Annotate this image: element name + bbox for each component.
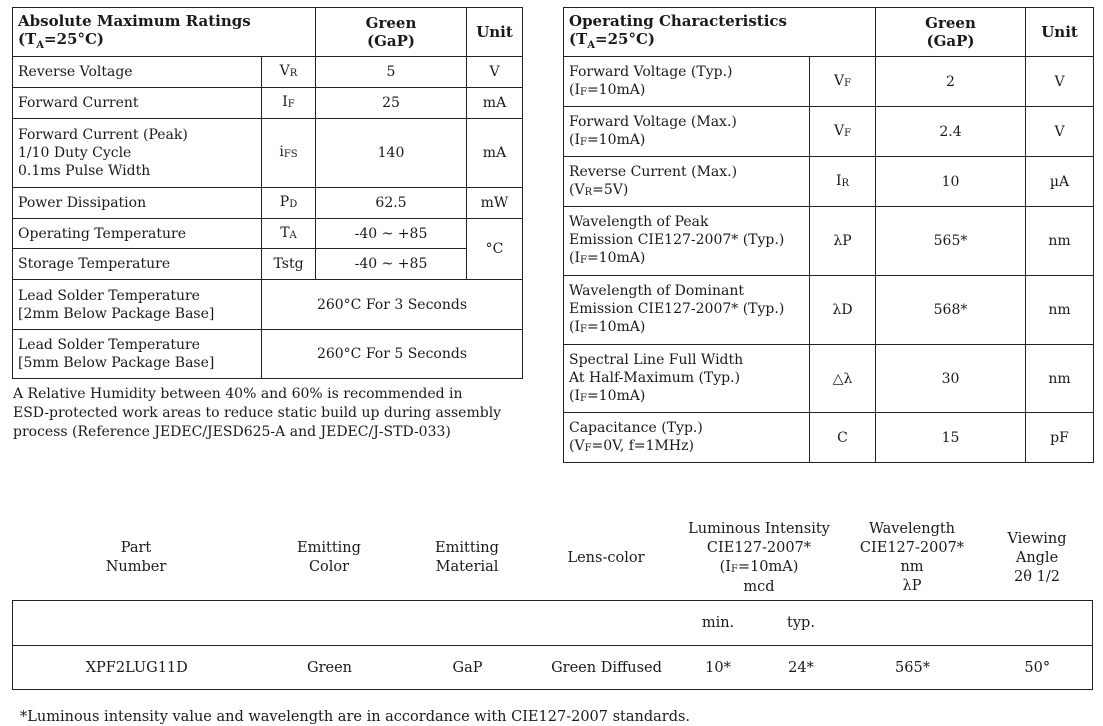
col-emitting-material: Emitting Material <box>435 540 499 575</box>
param: Lead Solder Temperature [5mm Below Package Base] <box>13 330 262 379</box>
intensity-min: 10* <box>705 659 731 676</box>
param: Operating Temperature <box>13 219 262 249</box>
value: 5 <box>316 57 467 88</box>
symbol: $V_F$ <box>810 107 876 157</box>
value: -40 ~ +85 <box>316 219 467 249</box>
op-condition: $(T_A=25^\circ C)$ <box>569 30 656 51</box>
unit: °C <box>467 219 523 280</box>
symbol: λP <box>810 207 876 276</box>
value: -40 ~ +85 <box>316 249 467 280</box>
value: 10 <box>876 157 1026 207</box>
symbol: $P_D$ <box>262 188 316 219</box>
unit: V <box>1026 107 1094 157</box>
abs-header <box>13 8 316 57</box>
unit: mA <box>467 88 523 119</box>
table-row <box>13 219 523 249</box>
col-viewing-angle: Viewing Angle 2θ 1/2 <box>1007 530 1067 585</box>
abs-condition: $(T_A=25^\circ C)$ <box>18 30 105 51</box>
value: 565* <box>876 207 1026 276</box>
unit: nm <box>1026 345 1094 413</box>
param: Power Dissipation <box>13 188 262 219</box>
op-title: Operating Characteristics <box>569 12 788 30</box>
table-row <box>13 88 523 119</box>
emitting-color: Green <box>306 659 352 676</box>
symbol: C <box>810 413 876 463</box>
value: 30 <box>876 345 1026 413</box>
intensity-typ: 24* <box>788 659 814 676</box>
param: Wavelength of Peak Emission CIE127-2007* (Typ.) $(I_F=10mA)$ <box>564 207 810 276</box>
unit: V <box>1026 57 1094 107</box>
sub-min: min. <box>701 615 735 631</box>
part-number: XPF2LUG11D <box>85 659 188 676</box>
table-row <box>13 646 1093 690</box>
symbol: $V_R$ <box>262 57 316 88</box>
unit: µA <box>1026 157 1094 207</box>
value: 2 <box>876 57 1026 107</box>
unit: nm <box>1026 276 1094 345</box>
symbol: Tstg <box>262 249 316 280</box>
param: Forward Voltage (Max.) $(I_F=10mA)$ <box>564 107 810 157</box>
selection-guide-header <box>12 518 1092 598</box>
footnote: *Luminous intensity value and wavelength are in accordance with CIE127-2007 standards. <box>20 709 691 725</box>
param: Reverse Current (Max.) $(V_R=5V)$ <box>564 157 810 207</box>
param: Forward Voltage (Typ.) $(I_F=10mA)$ <box>564 57 810 107</box>
table-row <box>564 57 1094 107</box>
param: Storage Temperature <box>13 249 262 280</box>
unit: nm <box>1026 207 1094 276</box>
table-row <box>13 119 523 188</box>
param: Lead Solder Temperature [2mm Below Package Base] <box>13 280 262 330</box>
unit: V <box>467 57 523 88</box>
subheader-row <box>13 601 1093 646</box>
value: 62.5 <box>316 188 467 219</box>
table-row <box>13 330 523 379</box>
abs-title: Absolute Maximum Ratings <box>18 12 251 30</box>
table-row <box>13 57 523 88</box>
op-col-unit: Unit <box>1026 8 1094 57</box>
value: 260°C For 5 Seconds <box>262 330 523 379</box>
symbol: $I_F$ <box>262 88 316 119</box>
symbol: $V_F$ <box>810 57 876 107</box>
unit: pF <box>1026 413 1094 463</box>
param: Wavelength of Dominant Emission CIE127-2007* (Typ.) $(I_F=10mA)$ <box>564 276 810 345</box>
value: 25 <box>316 88 467 119</box>
value: 568* <box>876 276 1026 345</box>
table-row <box>564 157 1094 207</box>
lens-color: Green Diffused <box>551 659 662 676</box>
param: Forward Current <box>13 88 262 119</box>
operating-characteristics-table <box>563 7 1094 463</box>
selection-guide-table <box>12 600 1093 690</box>
col-lens-color: Lens-color <box>567 549 645 566</box>
table-row <box>13 280 523 330</box>
col-wavelength: Wavelength CIE127-2007* nm λP <box>859 521 965 594</box>
unit: mA <box>467 119 523 188</box>
symbol: $i_{FS}$ <box>262 119 316 188</box>
col-part-number: Part Number <box>105 540 167 575</box>
value: 140 <box>316 119 467 188</box>
param: Forward Current (Peak) 1/10 Duty Cycle 0.1ms Pulse Width <box>13 119 262 188</box>
param: Spectral Line Full Width At Half-Maximum (Typ.) $(I_F=10mA)$ <box>564 345 810 413</box>
abs-col-unit: Unit <box>467 8 523 57</box>
absolute-max-ratings-table <box>12 7 523 379</box>
emitting-material: GaP <box>452 659 483 676</box>
table-row <box>564 276 1094 345</box>
abs-col-green: Green (GaP) <box>316 8 467 57</box>
symbol: λD <box>810 276 876 345</box>
symbol: $T_A$ <box>262 219 316 249</box>
table-row <box>13 188 523 219</box>
sub-typ: typ. <box>787 615 815 631</box>
param: Capacitance (Typ.) ($V_F=0V$, f=1MHz) <box>564 413 810 463</box>
op-col-green: Green (GaP) <box>876 8 1026 57</box>
unit: mW <box>467 188 523 219</box>
param: Reverse Voltage <box>13 57 262 88</box>
viewing-angle-value: 50° <box>1024 659 1051 676</box>
value: 15 <box>876 413 1026 463</box>
value: 260°C For 3 Seconds <box>262 280 523 330</box>
table-row <box>564 345 1094 413</box>
op-header <box>564 8 876 57</box>
humidity-note: A Relative Humidity between 40% and 60% is recommended in ESD-protected work areas to reduce static build up during assembly process (Reference JEDEC/JESD625-A and JEDEC/J-STD-033) <box>13 386 502 440</box>
symbol: $I_R$ <box>810 157 876 207</box>
table-row <box>564 413 1094 463</box>
table-row <box>564 107 1094 157</box>
table-row <box>564 207 1094 276</box>
col-luminous-intensity: Luminous Intensity CIE127-2007* $(I_F=10mA)$ mcd <box>688 520 830 595</box>
col-emitting-color: Emitting Color <box>297 540 361 575</box>
wavelength-value: 565* <box>895 659 930 676</box>
table-row <box>13 249 523 280</box>
value: 2.4 <box>876 107 1026 157</box>
symbol: △λ <box>810 345 876 413</box>
